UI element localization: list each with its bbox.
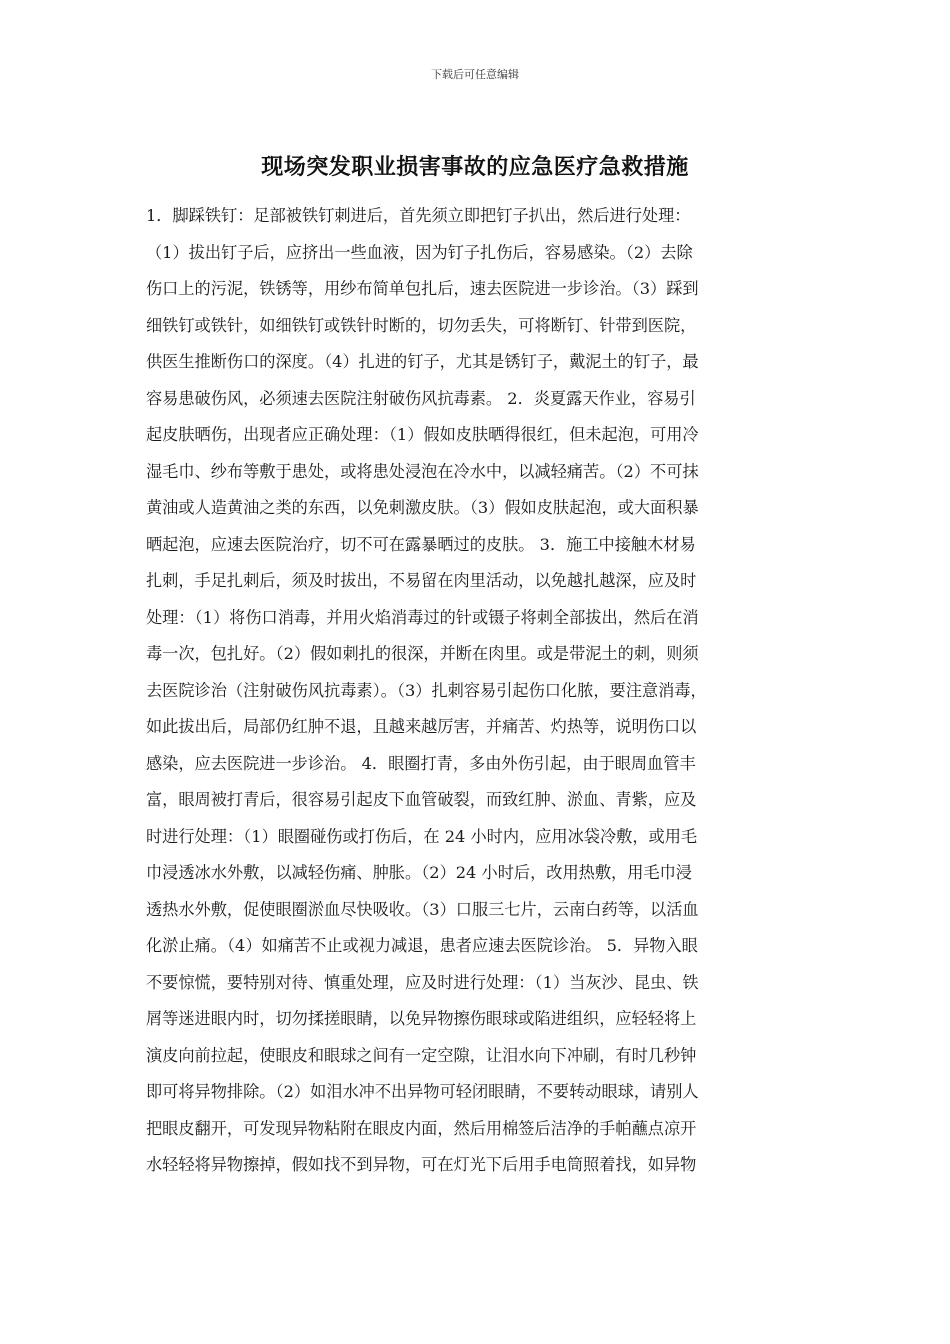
body-line: 供医生推断伤口的深度。（4）扎进的钉子，尤其是锈钉子，戴泥土的钉子，最 — [146, 352, 699, 371]
body-line: 即可将异物排除。（2）如泪水冲不出异物可轻闭眼睛，不要转动眼球，请别人 — [146, 1082, 699, 1101]
body-line: 起皮肤晒伤，出现者应正确处理：（1）假如皮肤晒得很红，但未起泡，可用冷 — [146, 425, 699, 444]
body-line: （1）拔出钉子后，应挤出一些血液，因为钉子扎伤后，容易感染。（2）去除 — [146, 242, 693, 262]
body-line: 把眼皮翻开，可发现异物粘附在眼皮内面，然后用棉签后洁净的手帕蘸点凉开 — [146, 1118, 697, 1138]
body-line: 晒起泡，应速去医院治疗，切不可在露暴晒过的皮肤。 3．施工中接触木材易 — [146, 534, 696, 554]
body-line: 如此拔出后，局部仍红肿不退，且越来越厉害，并痛苦、灼热等，说明伤口以 — [146, 717, 697, 736]
body-line: 巾浸透冰水外敷，以减轻伤痛、肿胀。（2）24 小时后，改用热敷，用毛巾浸 — [146, 863, 692, 882]
body-line: 不要惊慌，要特别对待、慎重处理，应及时进行处理：（1）当灰沙、昆虫、铁 — [146, 972, 699, 992]
body-line: 化淤止痛。（4）如痛苦不止或视力减退，患者应速去医院诊治。 5．异物入眼 — [146, 936, 698, 955]
body-line: 屑等迷进眼内时，切勿揉搓眼睛，以免异物擦伤眼球或陷进组织，应轻轻将上 — [146, 1009, 697, 1028]
body-line: 感染，应去医院进一步诊治。 4．眼圈打青，多由外伤引起，由于眼周血管丰 — [146, 753, 696, 773]
body-line: 扎刺，手足扎刺后，须及时拔出，不易留在肉里活动，以免越扎越深，应及时 — [146, 571, 697, 590]
body-line: 水轻轻将异物擦掉，假如找不到异物，可在灯光下后用手电筒照着找，如异物 — [146, 1155, 697, 1174]
body-line: 湿毛巾、纱布等敷于患处，或将患处浸泡在冷水中，以减轻痛苦。（2）不可抹 — [146, 461, 699, 481]
header-note: 下载后可任意编辑 — [431, 68, 519, 81]
body-line: 富，眼周被打青后，很容易引起皮下血管破裂，而致红肿、淤血、青紫，应及 — [146, 790, 697, 809]
body-line: 容易患破伤风，必须速去医院注射破伤风抗毒素。 2．炎夏露天作业，容易引 — [146, 388, 696, 408]
document-body — [146, 198, 826, 1184]
body-line: 伤口上的污泥，铁锈等，用纱布简单包扎后，速去医院进一步诊治。（3）踩到 — [146, 279, 699, 298]
body-line: 时进行处理：（1）眼圈碰伤或打伤后，在 24 小时内，应用冰袋冷敷，或用毛 — [146, 826, 698, 846]
body-line: 1．脚踩铁钉：足部被铁钉刺进后，首先须立即把钉子扒出，然后进行处理： — [146, 206, 691, 225]
body-line: 演皮向前拉起，使眼皮和眼球之间有一定空隙，让泪水向下冲刷，有时几秒钟 — [146, 1045, 697, 1065]
body-line: 细铁钉或铁针，如细铁钉或铁针时断的，切勿丢失，可将断钉、针带到医院， — [146, 315, 697, 335]
document-title: 现场突发职业损害事故的应急医疗急救措施 — [261, 155, 689, 180]
body-line: 毒一次，包扎好。（2）假如刺扎的很深，并断在肉里。或是带泥土的刺，则须 — [146, 644, 699, 663]
body-line: 处理：（1）将伤口消毒，并用火焰消毒过的针或镊子将刺全部拔出，然后在消 — [146, 607, 699, 627]
body-line: 去医院诊治（注射破伤风抗毒素）。（3）扎刺容易引起伤口化脓，要注意消毒， — [146, 680, 707, 700]
body-line: 黄油或人造黄油之类的东西，以免刺激皮肤。（3）假如皮肤起泡，或大面积暴 — [146, 498, 699, 517]
body-line: 透热水外敷，促使眼圈淤血尽快吸收。（3）口服三七片，云南白药等，以活血 — [146, 899, 699, 919]
